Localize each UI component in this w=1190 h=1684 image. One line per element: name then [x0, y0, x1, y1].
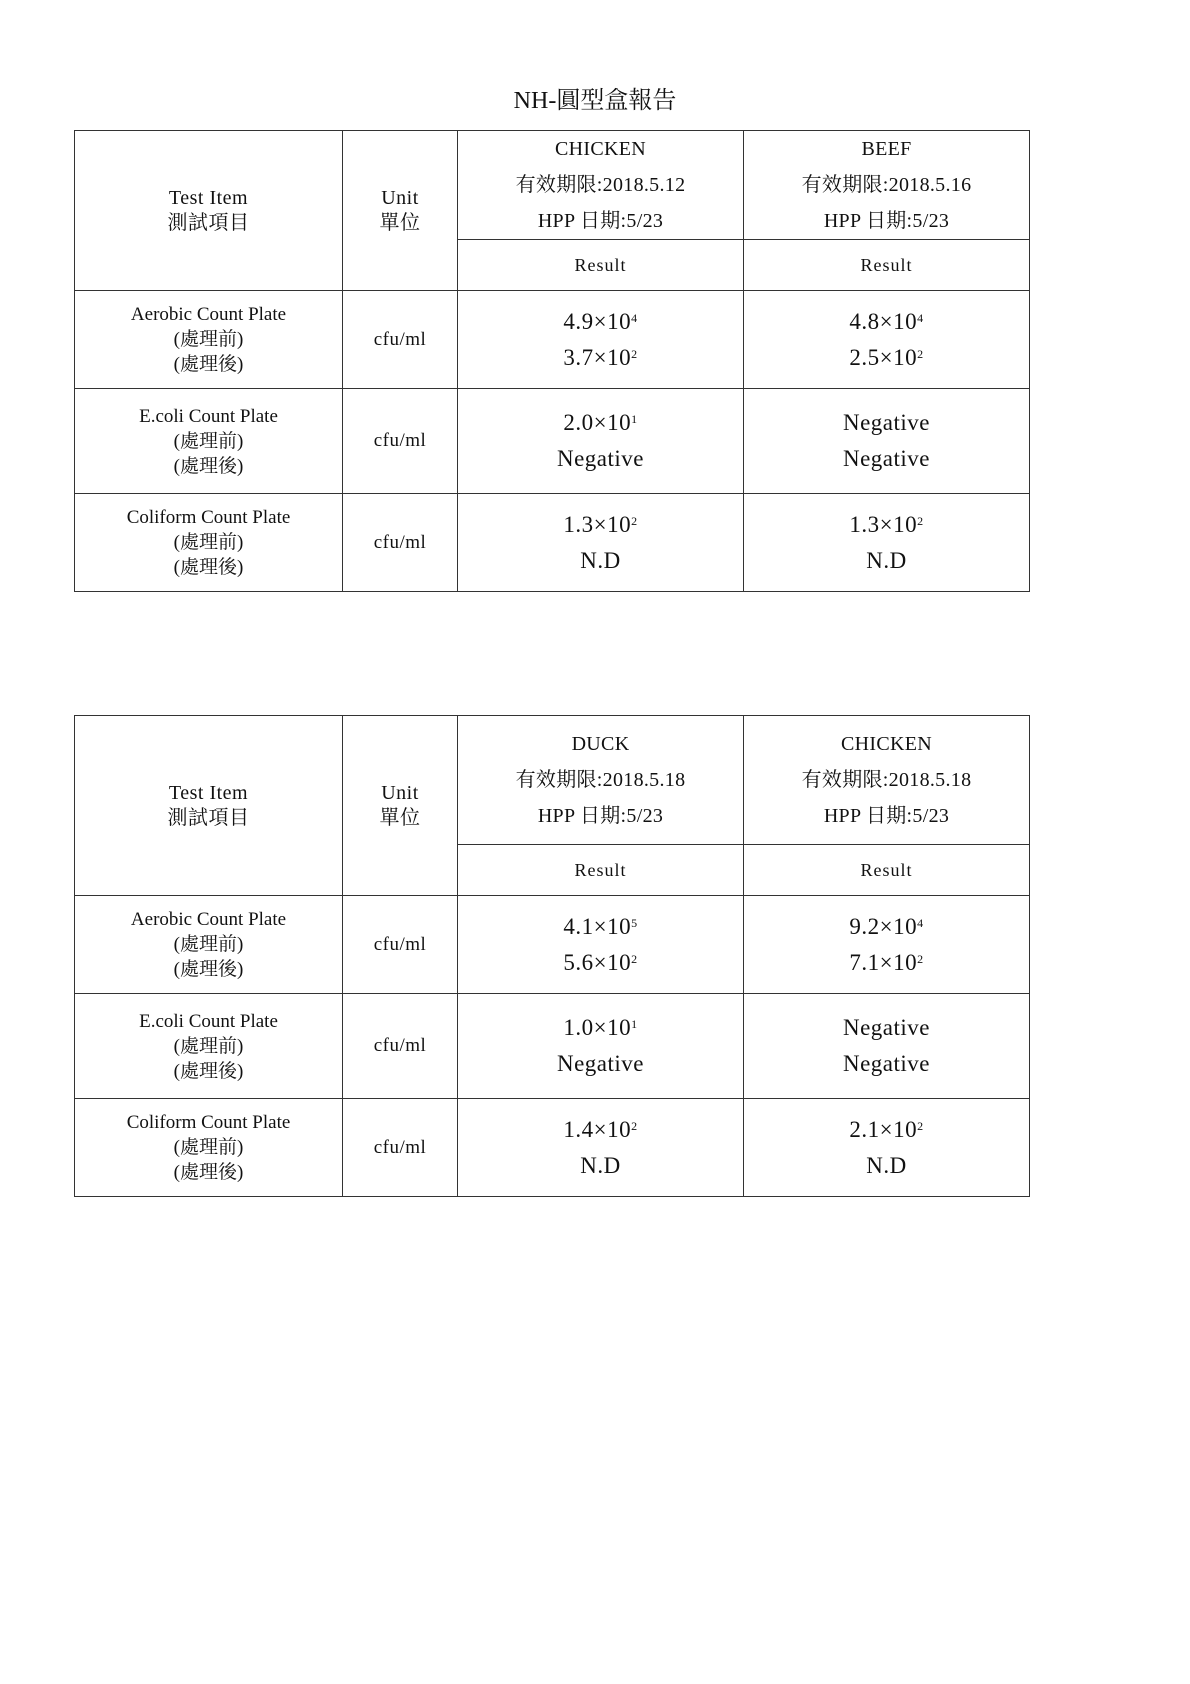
result-exponent: 4 — [917, 915, 924, 930]
result-base: Negative — [842, 446, 930, 471]
test-item-name: E.coli Count Plate — [139, 405, 278, 427]
test-item-cell — [75, 994, 343, 1099]
result-after — [744, 945, 1029, 981]
sample-name: BEEF — [861, 138, 912, 160]
sample-hpp-date: HPP 日期:5/23 — [823, 805, 950, 827]
report-table-1 — [74, 130, 1030, 592]
test-item-header — [75, 716, 343, 896]
result-cell — [458, 896, 744, 994]
result-after — [458, 340, 743, 376]
result-before — [458, 405, 743, 441]
result-before — [458, 1112, 743, 1148]
result-cell — [458, 1099, 744, 1197]
result-base: N.D — [580, 547, 621, 573]
result-base: Negative — [842, 1015, 930, 1040]
result-before — [458, 1010, 743, 1046]
test-item-name: Coliform Count Plate — [126, 1112, 291, 1133]
result-after — [458, 1148, 743, 1184]
result-after — [744, 1148, 1029, 1184]
result-cell — [744, 1099, 1030, 1197]
result-exponent: 2 — [917, 1118, 924, 1133]
result-before — [744, 1010, 1029, 1046]
result-exponent: 2 — [631, 346, 638, 361]
result-base: 2.5×10 — [849, 344, 918, 370]
test-item-label-en: Test Item — [168, 186, 249, 209]
result-base: Negative — [842, 1051, 930, 1076]
test-item-cell — [75, 494, 343, 592]
unit-label-zh: 單位 — [379, 806, 421, 829]
result-cell — [744, 896, 1030, 994]
result-base: 2.1×10 — [849, 1116, 918, 1142]
sample-expiry: 有效期限:2018.5.18 — [801, 769, 972, 791]
result-after — [458, 441, 743, 477]
result-base: 4.1×10 — [563, 913, 632, 939]
result-before — [744, 304, 1029, 340]
unit-label-en: Unit — [381, 186, 419, 209]
result-cell — [744, 389, 1030, 494]
result-after — [744, 340, 1029, 376]
result-base: Negative — [556, 1051, 644, 1076]
result-base: Negative — [842, 410, 930, 435]
after-label: (處理後) — [173, 455, 244, 477]
result-label: Result — [744, 845, 1030, 896]
result-exponent: 1 — [631, 412, 638, 426]
result-label: Result — [458, 845, 744, 896]
result-cell — [458, 994, 744, 1099]
unit-header — [343, 716, 458, 896]
sample-hpp-date: HPP 日期:5/23 — [823, 210, 950, 232]
test-item-name: Aerobic Count Plate — [130, 909, 287, 930]
test-item-name: E.coli Count Plate — [139, 1010, 278, 1032]
result-cell — [458, 291, 744, 389]
before-label: (處理前) — [173, 1035, 244, 1057]
result-label: Result — [458, 240, 744, 291]
result-after — [458, 1046, 743, 1082]
result-label: Result — [744, 240, 1030, 291]
before-label: (處理前) — [173, 430, 244, 452]
sample-header-2 — [744, 131, 1030, 240]
unit-header — [343, 131, 458, 291]
test-item-cell — [75, 896, 343, 994]
page-title: NH-圓型盒報告 — [513, 88, 677, 114]
result-base: 5.6×10 — [563, 949, 632, 975]
test-item-header — [75, 131, 343, 291]
after-label: (處理後) — [173, 1162, 244, 1183]
after-label: (處理後) — [173, 557, 244, 578]
table-row-aerobic — [75, 896, 1030, 994]
unit-value: cfu/ml — [343, 494, 458, 592]
result-exponent: 2 — [631, 1118, 638, 1133]
result-exponent: 2 — [917, 346, 924, 361]
result-before — [458, 304, 743, 340]
result-after — [744, 1046, 1029, 1082]
result-cell — [458, 389, 744, 494]
test-item-label-zh: 測試項目 — [167, 806, 250, 829]
result-exponent: 2 — [631, 513, 638, 528]
sample-hpp-date: HPP 日期:5/23 — [537, 805, 664, 827]
before-label: (處理前) — [173, 934, 244, 955]
result-base: N.D — [866, 547, 907, 573]
sample-expiry: 有效期限:2018.5.16 — [801, 174, 972, 196]
result-base: 1.4×10 — [563, 1116, 632, 1142]
sample-name: CHICKEN — [555, 138, 646, 160]
result-base: 1.0×10 — [563, 1015, 632, 1040]
result-base: 3.7×10 — [563, 344, 632, 370]
sample-header-1 — [458, 131, 744, 240]
result-before — [744, 405, 1029, 441]
sample-header-1 — [458, 716, 744, 845]
sample-hpp-date: HPP 日期:5/23 — [537, 210, 664, 232]
after-label: (處理後) — [173, 354, 244, 375]
result-cell — [744, 494, 1030, 592]
result-cell — [744, 994, 1030, 1099]
result-exponent: 2 — [917, 951, 924, 966]
result-base: 1.3×10 — [849, 511, 918, 537]
table-row-ecoli — [75, 389, 1030, 494]
test-item-name: Aerobic Count Plate — [130, 304, 287, 325]
report-table-2 — [74, 715, 1030, 1197]
result-base: 2.0×10 — [563, 410, 632, 435]
test-item-label-en: Test Item — [168, 781, 249, 804]
after-label: (處理後) — [173, 1060, 244, 1082]
test-item-cell — [75, 291, 343, 389]
table-row-coliform — [75, 1099, 1030, 1197]
unit-label-en: Unit — [381, 781, 419, 804]
unit-value: cfu/ml — [343, 896, 458, 994]
table-row-coliform — [75, 494, 1030, 592]
result-base: 7.1×10 — [849, 949, 918, 975]
test-item-name: Coliform Count Plate — [126, 507, 291, 528]
result-base: Negative — [556, 446, 644, 471]
sample-expiry: 有效期限:2018.5.18 — [515, 769, 686, 791]
result-cell — [744, 291, 1030, 389]
before-label: (處理前) — [173, 532, 244, 553]
result-exponent: 4 — [631, 310, 638, 325]
result-before — [458, 507, 743, 543]
result-exponent: 2 — [917, 513, 924, 528]
unit-value: cfu/ml — [343, 994, 458, 1099]
result-cell — [458, 494, 744, 592]
result-before — [744, 507, 1029, 543]
before-label: (處理前) — [173, 329, 244, 350]
result-base: N.D — [580, 1152, 621, 1178]
unit-value: cfu/ml — [343, 1099, 458, 1197]
result-base: 4.8×10 — [849, 308, 918, 334]
result-exponent: 4 — [917, 310, 924, 325]
result-before — [458, 909, 743, 945]
test-item-cell — [75, 389, 343, 494]
sample-name: CHICKEN — [841, 733, 932, 755]
result-base: 1.3×10 — [563, 511, 632, 537]
result-base: 9.2×10 — [849, 913, 918, 939]
table-header-row — [75, 131, 1030, 240]
table-row-ecoli — [75, 994, 1030, 1099]
result-base: N.D — [866, 1152, 907, 1178]
table-header-row — [75, 716, 1030, 845]
result-after — [744, 441, 1029, 477]
unit-value: cfu/ml — [343, 389, 458, 494]
result-exponent: 1 — [631, 1017, 638, 1031]
after-label: (處理後) — [173, 959, 244, 980]
table-row-aerobic — [75, 291, 1030, 389]
sample-name: DUCK — [571, 733, 630, 755]
result-exponent: 2 — [631, 951, 638, 966]
unit-label-zh: 單位 — [379, 211, 421, 234]
result-exponent: 5 — [631, 915, 638, 930]
unit-value: cfu/ml — [343, 291, 458, 389]
result-before — [744, 1112, 1029, 1148]
test-item-label-zh: 測試項目 — [167, 211, 250, 234]
before-label: (處理前) — [173, 1137, 244, 1158]
result-after — [458, 945, 743, 981]
result-after — [744, 543, 1029, 579]
sample-header-2 — [744, 716, 1030, 845]
test-item-cell — [75, 1099, 343, 1197]
result-base: 4.9×10 — [563, 308, 632, 334]
result-after — [458, 543, 743, 579]
result-before — [744, 909, 1029, 945]
sample-expiry: 有效期限:2018.5.12 — [515, 174, 686, 196]
